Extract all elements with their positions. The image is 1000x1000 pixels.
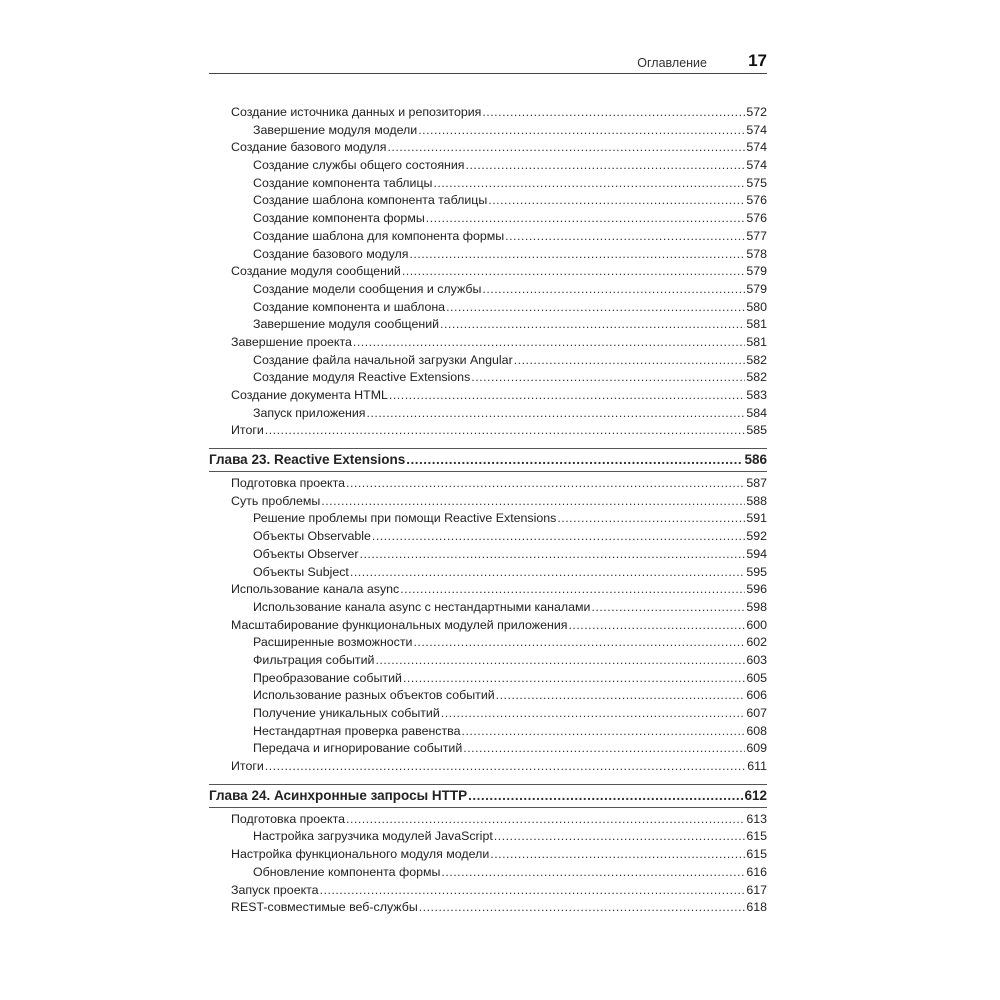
toc-entry[interactable]	[209, 846, 767, 864]
entry-page: 602	[746, 635, 767, 650]
entry-page: 574	[746, 140, 767, 155]
entry-page: 615	[746, 829, 767, 844]
entry-title: Суть проблемы	[231, 493, 321, 508]
toc-entry[interactable]	[209, 617, 767, 635]
toc-entry[interactable]	[209, 864, 767, 882]
entry-page: 608	[746, 723, 767, 738]
dot-leader	[409, 246, 745, 264]
toc-entry[interactable]	[209, 828, 767, 846]
toc-entry[interactable]	[209, 228, 767, 246]
entry-page: 596	[746, 582, 767, 597]
toc-entry[interactable]	[209, 599, 767, 617]
dot-leader	[265, 758, 746, 776]
entry-page: 581	[746, 334, 767, 349]
entry-title: Получение уникальных событий	[253, 706, 440, 720]
toc-entry[interactable]	[209, 687, 767, 705]
toc-entry[interactable]	[209, 210, 767, 228]
entry-page: 600	[746, 617, 767, 632]
entry-page: 611	[747, 759, 767, 774]
page-number: 17	[748, 51, 767, 70]
entry-page: 583	[746, 388, 767, 402]
toc-entry[interactable]	[209, 758, 767, 776]
running-title: Оглавление	[637, 56, 707, 70]
entry-page: 616	[746, 864, 767, 879]
entry-page: 591	[746, 511, 767, 526]
entry-title: Использование канала async с нестандартными каналами	[253, 599, 591, 614]
toc-entry[interactable]	[209, 652, 767, 670]
entry-page: 592	[746, 529, 767, 544]
dot-leader	[413, 634, 745, 652]
dot-leader	[346, 811, 745, 829]
dot-leader	[466, 157, 746, 175]
entry-page: 598	[746, 599, 767, 614]
entry-page: 576	[746, 193, 767, 208]
dot-leader	[505, 228, 745, 246]
toc-entry[interactable]	[209, 740, 767, 758]
entry-title: Подготовка проекта	[231, 811, 346, 826]
dot-leader	[488, 192, 745, 210]
entry-title: Запуск проекта	[231, 882, 319, 897]
entry-page: 605	[746, 670, 767, 685]
entry-page: 618	[746, 900, 767, 915]
entry-title: Создание шаблона компонента таблицы	[253, 193, 488, 208]
entry-title: Создание базового модуля	[231, 140, 387, 155]
toc-entry[interactable]	[209, 192, 767, 210]
dot-leader	[591, 599, 745, 617]
entry-page: 585	[746, 423, 767, 438]
entry-title: Создание файла начальной загрузки Angular	[253, 352, 513, 367]
toc-entry[interactable]	[209, 634, 767, 652]
toc-entry[interactable]	[209, 122, 767, 140]
entry-page: 617	[746, 882, 767, 897]
dot-leader	[433, 175, 745, 193]
dot-leader	[265, 422, 746, 440]
toc-entry[interactable]	[209, 811, 767, 829]
entry-title: Создание компонента и шаблона	[253, 299, 446, 314]
entry-page: 609	[746, 741, 767, 756]
toc-entry[interactable]	[209, 723, 767, 741]
entry-title: Завершение модуля модели	[253, 122, 418, 137]
entry-title: Использование канала async	[231, 582, 400, 597]
entry-title: Преобразование событий	[253, 670, 402, 685]
dot-leader	[372, 528, 745, 546]
entry-title: Подготовка проекта	[231, 476, 346, 491]
chapter-heading[interactable]	[209, 448, 767, 472]
entry-title: Расширенные возможности	[253, 635, 413, 650]
dot-leader	[360, 546, 746, 564]
dot-leader	[557, 510, 745, 528]
dot-leader	[482, 104, 745, 122]
entry-page: 612	[744, 787, 767, 803]
entry-title: Объекты Subject	[253, 564, 349, 579]
entry-title: Нестандартная проверка равенства	[253, 723, 461, 738]
dot-leader	[426, 210, 746, 228]
entry-title: Объекты Observer	[253, 546, 359, 561]
entry-title: Создание шаблона для компонента формы	[253, 228, 505, 243]
entry-page: 579	[746, 281, 767, 296]
entry-title: Обновление компонента формы	[253, 864, 441, 879]
entry-page: 606	[746, 688, 767, 703]
entry-title: Масштабирование функциональных модулей приложения	[231, 617, 568, 632]
toc-entry[interactable]	[209, 246, 767, 264]
entry-page: 613	[746, 811, 767, 826]
dot-leader	[419, 899, 746, 917]
entry-title: Глава 24. Асинхронные запросы HTTP	[209, 787, 468, 803]
toc-entry[interactable]	[209, 175, 767, 193]
toc-entry[interactable]	[209, 316, 767, 334]
toc-entry[interactable]	[209, 581, 767, 599]
entry-title: Итоги	[231, 759, 264, 774]
dot-leader	[387, 139, 745, 157]
toc-entry[interactable]	[209, 422, 767, 440]
dot-leader	[400, 581, 745, 599]
entry-page: 615	[746, 847, 767, 862]
entry-page: 575	[746, 175, 767, 190]
dot-leader	[320, 882, 746, 900]
entry-title: REST-совместимые веб-службы	[231, 900, 418, 915]
entry-title: Настройка загрузчика модулей JavaScript	[253, 829, 493, 844]
entry-title: Создание источника данных и репозитория	[231, 105, 482, 119]
toc-entry[interactable]	[209, 546, 767, 564]
toc-entry[interactable]	[209, 139, 767, 157]
toc-entry[interactable]	[209, 104, 767, 122]
dot-leader	[406, 449, 743, 471]
entry-page: 607	[746, 706, 767, 720]
dot-leader	[514, 352, 746, 370]
entry-title: Итоги	[231, 423, 264, 438]
entry-title: Объекты Observable	[253, 529, 371, 544]
dot-leader	[462, 723, 746, 741]
entry-page: 595	[746, 564, 767, 579]
entry-page: 574	[746, 122, 767, 137]
entry-title: Завершение модуля сообщений	[253, 317, 440, 332]
toc-entry[interactable]	[209, 334, 767, 352]
dot-leader	[440, 316, 745, 334]
entry-title: Фильтрация событий	[253, 652, 375, 667]
entry-title: Создание службы общего состояния	[253, 158, 465, 173]
entry-title: Передача и игнорирование событий	[253, 741, 463, 756]
toc-entry[interactable]	[209, 405, 767, 423]
entry-title: Создание компонента таблицы	[253, 175, 433, 190]
dot-leader	[496, 687, 746, 705]
entry-title: Использование разных объектов событий	[253, 688, 495, 703]
entry-page: 594	[746, 546, 767, 561]
entry-title: Создание модуля Reactive Extensions	[253, 370, 471, 385]
entry-page: 572	[746, 105, 767, 119]
dot-leader	[353, 334, 745, 352]
entry-page: 576	[746, 211, 767, 226]
entry-page: 584	[746, 405, 767, 420]
toc-entry[interactable]	[209, 493, 767, 511]
entry-page: 579	[746, 264, 767, 279]
table-of-contents	[209, 104, 767, 917]
page-header	[209, 50, 767, 74]
entry-title: Настройка функционального модуля модели	[231, 847, 490, 862]
entry-page: 587	[746, 476, 767, 491]
entry-title: Завершение проекта	[231, 334, 352, 349]
toc-entry[interactable]	[209, 899, 767, 917]
entry-page: 582	[746, 352, 767, 367]
dot-leader	[321, 493, 745, 511]
entry-page: 603	[746, 652, 767, 667]
toc-entry[interactable]	[209, 387, 767, 405]
toc-entry[interactable]	[209, 705, 767, 723]
entry-page: 588	[746, 493, 767, 508]
entry-title: Глава 23. Reactive Extensions	[209, 452, 406, 468]
toc-entry[interactable]	[209, 670, 767, 688]
dot-leader	[346, 475, 745, 493]
dot-leader	[350, 564, 745, 582]
dot-leader	[490, 846, 745, 864]
entry-title: Создание модели сообщения и службы	[253, 281, 482, 296]
dot-leader	[446, 299, 745, 317]
toc-entry[interactable]	[209, 510, 767, 528]
entry-page: 581	[746, 317, 767, 332]
dot-leader	[463, 740, 745, 758]
toc-entry[interactable]	[209, 475, 767, 493]
entry-page: 578	[746, 246, 767, 261]
dot-leader	[468, 785, 743, 807]
dot-leader	[389, 387, 745, 405]
dot-leader	[367, 405, 746, 423]
toc-entry[interactable]	[209, 882, 767, 900]
entry-title: Создание компонента формы	[253, 211, 425, 226]
dot-leader	[471, 369, 745, 387]
entry-page: 580	[746, 299, 767, 314]
dot-leader	[403, 670, 745, 688]
entry-page: 582	[746, 370, 767, 385]
toc-entry[interactable]	[209, 157, 767, 175]
dot-leader	[375, 652, 745, 670]
toc-entry[interactable]	[209, 299, 767, 317]
toc-entry[interactable]	[209, 528, 767, 546]
entry-title: Создание базового модуля	[253, 246, 409, 261]
entry-page: 577	[746, 228, 767, 243]
dot-leader	[402, 263, 745, 281]
entry-title: Создание модуля сообщений	[231, 264, 401, 279]
entry-page: 574	[746, 158, 767, 173]
toc-entry[interactable]	[209, 352, 767, 370]
toc-entry[interactable]	[209, 564, 767, 582]
dot-leader	[494, 828, 746, 846]
entry-title: Решение проблемы при помощи Reactive Extensions	[253, 511, 557, 526]
dot-leader	[482, 281, 745, 299]
dot-leader	[418, 122, 745, 140]
toc-entry[interactable]	[209, 369, 767, 387]
toc-entry[interactable]	[209, 281, 767, 299]
dot-leader	[441, 705, 746, 723]
toc-entry[interactable]	[209, 263, 767, 281]
entry-title: Создание документа HTML	[231, 388, 388, 402]
chapter-heading[interactable]	[209, 784, 767, 808]
entry-title: Запуск приложения	[253, 405, 366, 420]
entry-page: 586	[744, 452, 767, 468]
dot-leader	[441, 864, 745, 882]
dot-leader	[568, 617, 745, 635]
